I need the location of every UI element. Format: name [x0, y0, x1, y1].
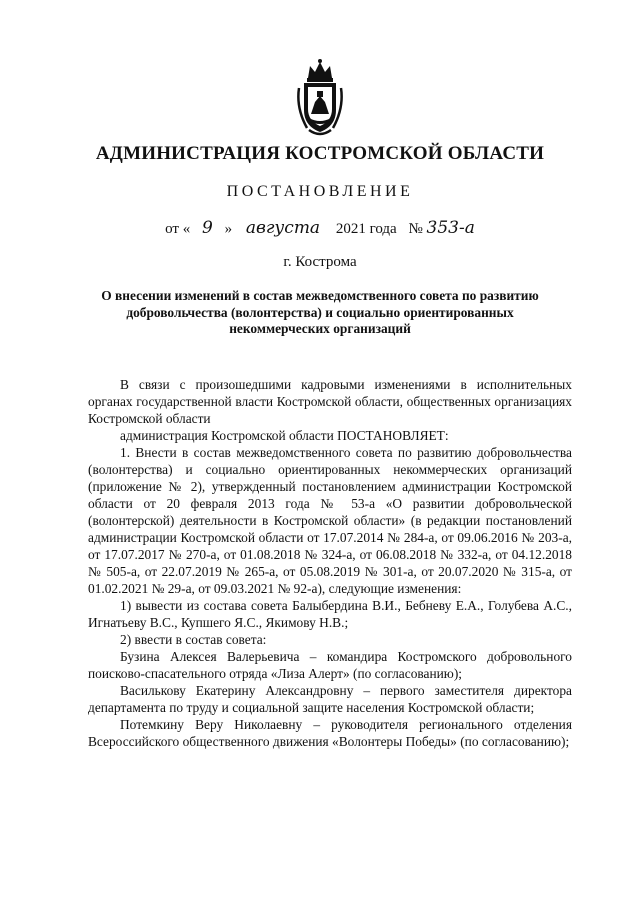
paragraph: администрация Костромской области ПОСТАНОВЛЯЕТ:	[120, 428, 449, 443]
paragraph: Бузина Алексея Валерьевича – командира Костромского добровольного поисково-спасательного отряда «Лиза Алерт» (по согласованию);	[88, 649, 572, 681]
date-month: августа	[245, 218, 321, 238]
document-body	[88, 376, 572, 750]
city: г. Кострома	[283, 254, 357, 270]
date-closing-quote: »	[224, 221, 233, 237]
date-prefix: от «	[165, 221, 191, 237]
document-number: 353-а	[426, 218, 475, 238]
date-number-line	[0, 218, 640, 238]
document-type: ПОСТАНОВЛЕНИЕ	[226, 183, 414, 200]
paragraph: 1. Внести в состав межведомственного совета по развитию добровольчества (волонтерства) и социально ориентированных некоммерческих организаций (приложение № 2), утвержденный постановлением администрации Костромской области от 20 февраля 2013 года № 53-а «О развитии добровольческой (волонтерской) деятельности в Костромской области» (в редакции постановлений администрации Костромской области от 17.07.2014 № 284-а, от 09.06.2016 № 203-а, от 17.07.2017 № 270-а, от 01.08.2018 № 324-а, от 06.08.2018 № 332-а, от 04.12.2018 № 505-а, от 22.07.2019 № 265-а, от 05.08.2019 № 301-а, от 20.07.2020 № 315-а, от 01.02.2021 № 29-а, от 09.03.2021 № 92-а), следующие изменения:	[88, 445, 572, 596]
coat-of-arms-emblem	[295, 58, 345, 138]
document-subject: О внесении изменений в состав межведомственного совета по развитию добровольчества (волонтерства) и социально ориентированных некоммерческих организаций	[101, 288, 539, 336]
organization-title: АДМИНИСТРАЦИЯ КОСТРОМСКОЙ ОБЛАСТИ	[95, 143, 545, 164]
paragraph: Потемкину Веру Николаевну – руководителя регионального отделения Всероссийского общественного движения «Волонтеры Победы» (по согласованию);	[88, 717, 572, 749]
paragraph: 2) ввести в состав совета:	[120, 632, 267, 647]
date-year: 2021 года	[335, 221, 397, 237]
date-day: 9	[201, 218, 213, 238]
number-prefix: №	[408, 221, 423, 237]
paragraph: Василькову Екатерину Александровну – первого заместителя директора департамента по труду и социальной защите населения Костромской области;	[88, 683, 572, 715]
paragraph: В связи с произошедшими кадровыми изменениями в исполнительных органах государственной власти Костромской области, общественных организациях Костромской области	[88, 377, 572, 426]
paragraph: 1) вывести из состава совета Балыбердина В.И., Бебневу Е.А., Голубева А.С., Игнатьеву В.С., Купшего Я.С., Якимову Н.В.;	[88, 598, 572, 630]
